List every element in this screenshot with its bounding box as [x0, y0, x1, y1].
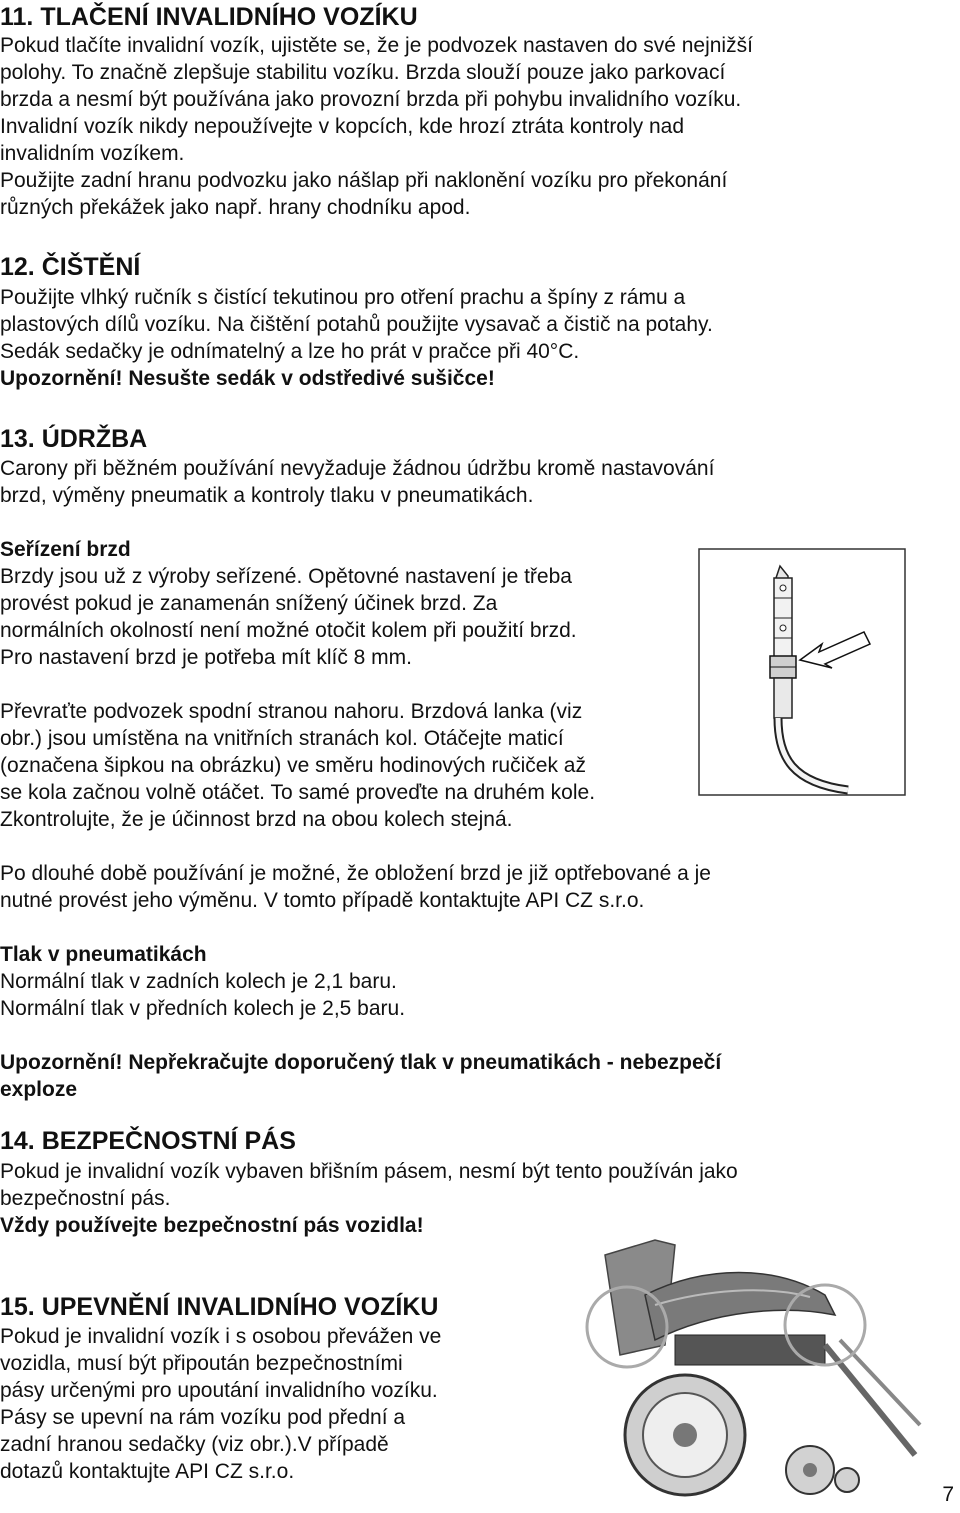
s11-line-7: různých překážek jako např. hrany chodníku apod. [0, 196, 471, 219]
brakes-line-3: normálních okolností není možné otočit kolem při použití brzd. [0, 619, 577, 642]
tire-warning-1: Upozornění! Nepřekračujte doporučený tlak v pneumatikách - nebezpečí [0, 1051, 722, 1074]
s11-line-5: invalidním vozíkem. [0, 142, 185, 165]
s12-line-1: Použijte vlhký ručník s čistící tekutinou pro otření prachu a špíny z rámu a [0, 286, 686, 309]
s15-line-6: dotazů kontaktujte API CZ s.r.o. [0, 1460, 295, 1483]
s11-line-4: Invalidní vozík nikdy nepoužívejte v kopcích, kde hrozí ztráta kontroly nad [0, 115, 685, 138]
s15-line-2: vozidla, musí být připoután bezpečnostními [0, 1352, 403, 1375]
s11-line-1: Pokud tlačíte invalidní vozík, ujistěte se, že je podvozek nastaven do své nejnižší [0, 34, 753, 57]
brakes-line-1: Brzdy jsou už z výroby seřízené. Opětovné nastavení je třeba [0, 565, 572, 588]
s15-line-1: Pokud je invalidní vozík i s osobou převážen ve [0, 1325, 442, 1348]
s12-warning: Upozornění! Nesušte sedák v odstředivé sušičce! [0, 367, 495, 390]
tire-line-2: Normální tlak v předních kolech je 2,5 baru. [0, 997, 406, 1020]
flip-line-4: se kola začnou volně otáčet. To samé proveďte na druhém kole. [0, 781, 596, 804]
s11-line-3: brzda a nesmí být používána jako provozní brzda při pohybu invalidního vozíku. [0, 88, 742, 111]
tire-line-1: Normální tlak v zadních kolech je 2,1 baru. [0, 970, 397, 993]
s13-intro-2: brzd, výměny pneumatik a kontroly tlaku v pneumatikách. [0, 484, 534, 507]
brakes-line-4: Pro nastavení brzd je potřeba mít klíč 8 mm. [0, 646, 413, 669]
section-14-heading: 14. BEZPEČNOSTNÍ PÁS [0, 1127, 296, 1155]
s11-line-2: polohy. To značně zlepšuje stabilitu vozíku. Brzda slouží pouze jako parkovací [0, 61, 726, 84]
wheelchair-figure [585, 1235, 925, 1505]
s13-intro-1: Carony při běžném používání nevyžaduje žádnou údržbu kromě nastavování [0, 457, 715, 480]
s15-line-5: zadní hranou sedačky (viz obr.).V případě [0, 1433, 389, 1456]
s14-warning: Vždy používejte bezpečnostní pás vozidla! [0, 1214, 424, 1237]
section-12-heading: 12. ČIŠTĚNÍ [0, 253, 141, 281]
flip-line-2: obr.) jsou umístěna na vnitřních stranách kol. Otáčejte maticí [0, 727, 564, 750]
flip-line-3: (označena šipkou na obrázku) ve směru hodinových ručiček až [0, 754, 586, 777]
flip-line-1: Převraťte podvozek spodní stranou nahoru. Brzdová lanka (viz [0, 700, 583, 723]
s14-line-1: Pokud je invalidní vozík vybaven břišním pásem, nesmí být tento používán jako [0, 1160, 738, 1183]
tire-pressure-subheading: Tlak v pneumatikách [0, 943, 207, 966]
section-13-heading: 13. ÚDRŽBA [0, 425, 148, 453]
section-11-heading: 11. TLAČENÍ INVALIDNÍHO VOZÍKU [0, 3, 418, 31]
brakes-subheading: Seřízení brzd [0, 538, 131, 561]
brake-adjustment-figure [698, 548, 906, 796]
s11-line-6: Použijte zadní hranu podvozku jako nášlap při naklonění vozíku pro překonání [0, 169, 728, 192]
brakes-line-2: provést pokud je zanamenán snížený účinek brzd. Za [0, 592, 498, 615]
s12-line-3: Sedák sedačky je odnímatelný a lze ho prát v pračce při 40°C. [0, 340, 580, 363]
s14-line-2: bezpečnostní pás. [0, 1187, 171, 1210]
flip-line-5: Zkontrolujte, že je účinnost brzd na obou kolech stejná. [0, 808, 513, 831]
wear-line-1: Po dlouhé době používání je možné, že obložení brzd je již optřebované a je [0, 862, 711, 885]
section-15-heading: 15. UPEVNĚNÍ INVALIDNÍHO VOZÍKU [0, 1293, 439, 1321]
s15-line-3: pásy určenými pro upoutání invalidního vozíku. [0, 1379, 438, 1402]
s12-line-2: plastových dílů vozíku. Na čištění potahů použijte vysavač a čistič na potahy. [0, 313, 713, 336]
s15-line-4: Pásy se upevní na rám vozíku pod přední a [0, 1406, 406, 1429]
wear-line-2: nutné provést jeho výměnu. V tomto případě kontaktujte API CZ s.r.o. [0, 889, 645, 912]
page-number: 7 [942, 1483, 954, 1506]
tire-warning-2: exploze [0, 1078, 78, 1101]
